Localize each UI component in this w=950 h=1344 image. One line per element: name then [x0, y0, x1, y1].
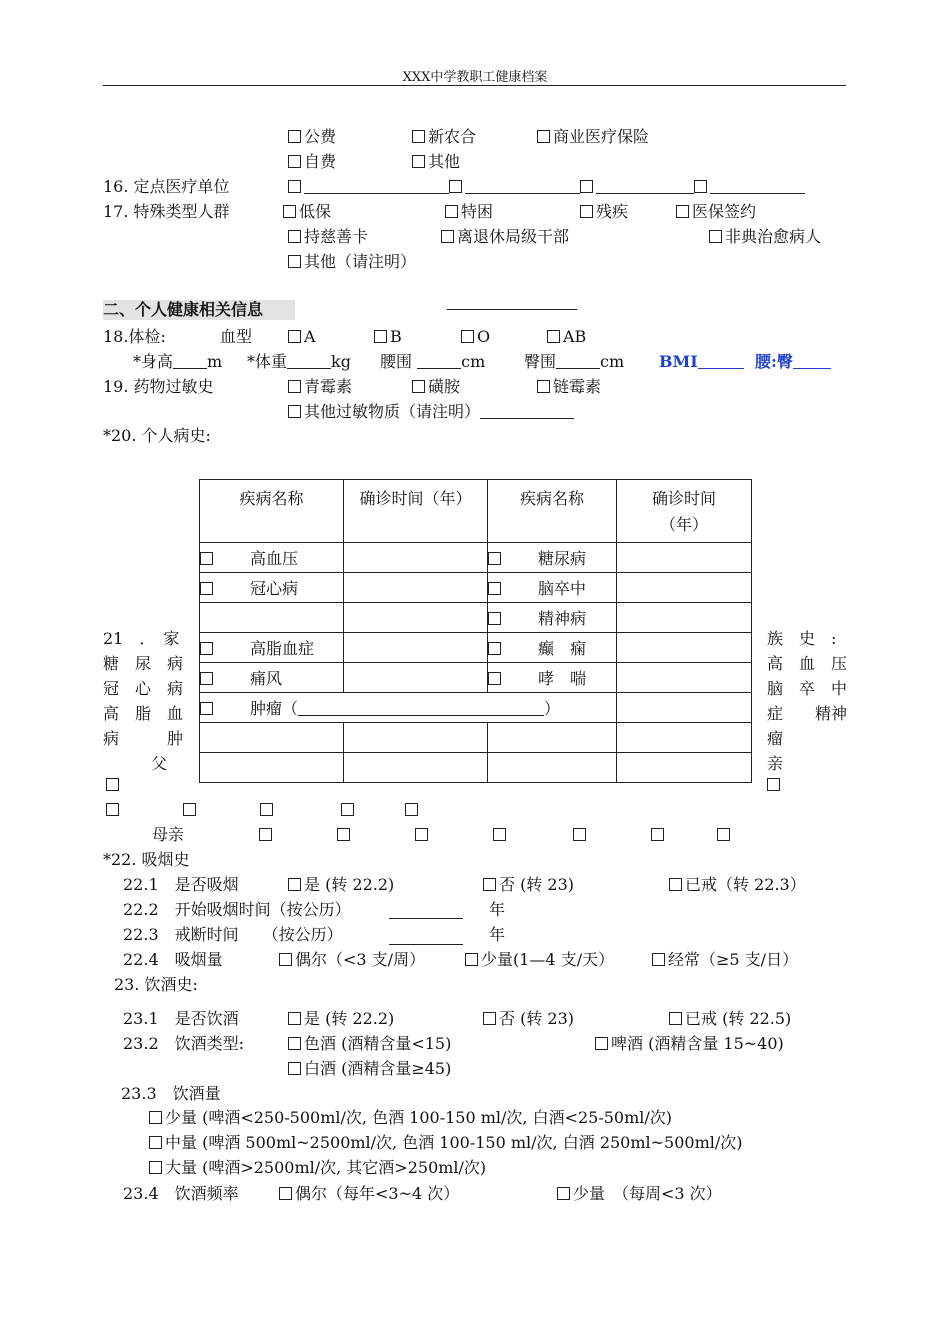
option-label: 经常（≥5 支/日）	[668, 950, 799, 969]
checkbox[interactable]	[412, 155, 425, 168]
drink-quit[interactable]	[669, 1009, 791, 1029]
option-label: 否 (转 23)	[499, 1009, 575, 1028]
empty-cell[interactable]	[344, 723, 488, 753]
checkbox[interactable]	[488, 582, 501, 595]
checkbox[interactable]	[412, 380, 425, 393]
paren-close: ）	[544, 699, 561, 718]
mother-checkbox-row[interactable]	[259, 825, 733, 845]
checkbox[interactable]	[669, 878, 682, 891]
checkbox[interactable]	[488, 672, 501, 685]
option-label: 其他（请注明）	[304, 252, 417, 271]
option-label: 色酒 (酒精含量<15)	[304, 1034, 452, 1053]
checkbox[interactable]	[341, 803, 354, 816]
ratio-input[interactable]	[793, 353, 831, 369]
checkbox[interactable]	[279, 1187, 292, 1200]
year-cell[interactable]	[617, 693, 752, 723]
empty-cell[interactable]	[200, 753, 344, 783]
checkbox[interactable]	[149, 1111, 162, 1124]
header-text: 确诊时间	[651, 489, 716, 508]
page-header: XXX中学教职工健康档案	[402, 70, 548, 85]
checkbox[interactable]	[288, 878, 301, 891]
bmi-field[interactable]	[659, 352, 744, 372]
height-input[interactable]	[173, 353, 207, 369]
drink-beer[interactable]	[595, 1034, 784, 1054]
text-line: 父	[151, 754, 168, 773]
blood-b[interactable]	[374, 327, 402, 347]
option-label: 偶尔（每年<3~4 次）	[295, 1184, 460, 1203]
option-label: 偶尔（<3 支/周）	[295, 950, 426, 969]
checkbox[interactable]	[488, 552, 501, 565]
year-cell[interactable]	[344, 573, 488, 603]
checkbox[interactable]	[652, 953, 665, 966]
amount-medium[interactable]	[149, 1133, 743, 1153]
checkbox[interactable]	[441, 230, 454, 243]
checkbox[interactable]	[415, 828, 428, 841]
checkbox[interactable]	[709, 230, 722, 243]
year-label: 年	[489, 925, 506, 944]
option-commercial[interactable]	[537, 127, 649, 147]
option-label: 链霉素	[553, 377, 602, 396]
option-label: 医保签约	[692, 202, 757, 221]
disease-diabetes[interactable]	[488, 543, 617, 573]
blood-o[interactable]	[461, 327, 490, 347]
header-disease-2: 疾病名称	[488, 480, 617, 543]
option-label: 特困	[461, 202, 494, 221]
disease-asthma[interactable]	[488, 663, 617, 693]
option-label: 残疾	[596, 202, 629, 221]
disease-name: 高血压	[250, 549, 299, 568]
checkbox[interactable]	[449, 180, 462, 193]
checkbox[interactable]	[445, 205, 458, 218]
checkbox[interactable]	[412, 130, 425, 143]
smoke-quit-input[interactable]	[389, 928, 463, 945]
checkbox[interactable]	[493, 828, 506, 841]
waist-label: 腰围	[380, 352, 413, 371]
checkbox[interactable]	[580, 205, 593, 218]
checkbox[interactable]	[288, 180, 301, 193]
q22-label: *22. 吸烟史	[103, 850, 190, 869]
unit-field-2[interactable]	[465, 178, 580, 194]
blood-a[interactable]	[288, 327, 316, 347]
option-label: AB	[563, 327, 587, 346]
hip-label: 臀围	[524, 352, 557, 371]
checkbox[interactable]	[595, 1037, 608, 1050]
checkbox[interactable]	[183, 803, 196, 816]
waist-input[interactable]	[417, 353, 461, 369]
smoke-start-input[interactable]	[389, 903, 463, 919]
smoke-no[interactable]	[483, 875, 574, 895]
option-label: 公费	[304, 127, 337, 146]
disease-name: 肿瘤（	[250, 699, 299, 718]
disease-name: 高脂血症	[250, 639, 315, 658]
option-insurance-signed[interactable]	[676, 202, 756, 222]
checkbox[interactable]	[149, 1136, 162, 1149]
q16-fields[interactable]	[288, 177, 805, 197]
mother-label: 母亲	[152, 825, 185, 844]
empty-cell[interactable]	[344, 753, 488, 783]
unit-field-1[interactable]	[304, 178, 449, 194]
year-cell[interactable]	[617, 573, 752, 603]
header-diagnosis-year: 确诊时间（年）	[344, 480, 488, 543]
checkbox[interactable]	[288, 405, 301, 418]
hip-field[interactable]	[524, 352, 624, 372]
empty-cell[interactable]	[617, 753, 752, 783]
disease-hypertension[interactable]	[200, 543, 344, 573]
disease-chd[interactable]	[200, 573, 344, 603]
option-label: B	[390, 327, 402, 346]
freq-light[interactable]	[557, 1184, 722, 1204]
table-header-row	[200, 480, 752, 543]
q23-3-label: 23.3 饮酒量	[121, 1084, 221, 1103]
weight-field[interactable]	[247, 352, 351, 372]
checkbox[interactable]	[200, 642, 213, 655]
checkbox[interactable]	[669, 1012, 682, 1025]
q23-2-label: 23.2 饮酒类型:	[123, 1034, 245, 1053]
table-row	[200, 753, 752, 783]
checkbox[interactable]	[547, 330, 560, 343]
checkbox[interactable]	[288, 1012, 301, 1025]
option-label: 白酒 (酒精含量≥45)	[304, 1059, 452, 1078]
drink-liquor[interactable]	[288, 1059, 451, 1079]
unit-cm: cm	[600, 352, 625, 371]
checkbox[interactable]	[106, 803, 119, 816]
option-label: 其他过敏物质（请注明）	[304, 402, 481, 421]
empty-cell[interactable]	[200, 603, 344, 633]
table-row	[200, 633, 752, 663]
checkbox[interactable]	[288, 130, 301, 143]
option-label: 磺胺	[428, 377, 461, 396]
blood-type-label: 血型	[220, 327, 253, 346]
text-line: 亲	[767, 754, 784, 773]
bmi-label: BMI	[659, 352, 698, 371]
year-cell[interactable]	[617, 633, 752, 663]
text-line: 瘤	[767, 729, 784, 748]
checkbox[interactable]	[374, 330, 387, 343]
checkbox[interactable]	[405, 803, 418, 816]
option-label: A	[304, 327, 316, 346]
checkbox[interactable]	[465, 953, 478, 966]
q22-2-label: 22.2 开始吸烟时间（按公历）	[123, 900, 351, 919]
table-row	[200, 663, 752, 693]
year-label: 年	[489, 900, 506, 919]
smoke-frequent[interactable]	[652, 950, 798, 970]
unit-cm: cm	[461, 352, 486, 371]
checkbox[interactable]	[483, 878, 496, 891]
text-line: 脑 卒 中	[767, 679, 848, 698]
option-charity-card[interactable]	[288, 227, 368, 247]
table-row	[200, 723, 752, 753]
year-cell[interactable]	[617, 543, 752, 573]
option-label: 少量 (啤酒<250-500ml/次, 色酒 100-150 ml/次, 白酒<25-50ml/次)	[165, 1108, 673, 1127]
checkbox[interactable]	[676, 205, 689, 218]
checkbox[interactable]	[488, 642, 501, 655]
amount-large[interactable]	[149, 1158, 486, 1178]
option-label: 青霉素	[304, 377, 353, 396]
section-title: 二、个人健康相关信息	[103, 300, 295, 320]
option-selfpay[interactable]	[288, 152, 336, 172]
text-line: 冠 心 病	[103, 679, 184, 698]
year-cell[interactable]	[617, 603, 752, 633]
unit-kg: kg	[331, 352, 351, 371]
year-cell[interactable]	[344, 603, 488, 633]
year-cell[interactable]	[617, 663, 752, 693]
checkbox[interactable]	[288, 1062, 301, 1075]
option-label: 啤酒 (酒精含量 15~40)	[611, 1034, 784, 1053]
option-label: 离退休局级干部	[457, 227, 570, 246]
empty-cell[interactable]	[488, 723, 617, 753]
checkbox[interactable]	[149, 1161, 162, 1174]
empty-cell[interactable]	[617, 723, 752, 753]
height-field[interactable]	[133, 352, 222, 372]
q18-label: 18.体检:	[103, 327, 166, 346]
checkbox[interactable]	[580, 180, 593, 193]
option-label: 低保	[299, 202, 332, 221]
disease-name: 精神病	[538, 609, 587, 628]
disease-name: 冠心病	[250, 579, 299, 598]
checkbox[interactable]	[767, 778, 780, 791]
header-rule	[103, 85, 846, 86]
section-rule	[447, 293, 577, 310]
height-label: *身高	[133, 352, 174, 371]
q23-1-label: 23.1 是否饮酒	[123, 1009, 239, 1028]
checkbox[interactable]	[200, 552, 213, 565]
option-other[interactable]	[412, 152, 460, 172]
text-line: 族 史 :	[767, 629, 837, 648]
table-row	[200, 573, 752, 603]
option-label: 否 (转 23)	[499, 875, 575, 894]
blood-ab[interactable]	[547, 327, 586, 347]
header-diagnosis-year-2	[617, 480, 752, 543]
father-checkbox-2[interactable]	[767, 775, 783, 795]
option-label: 少量 （每周<3 次）	[573, 1184, 722, 1203]
checkbox[interactable]	[200, 582, 213, 595]
weight-label: *体重	[247, 352, 288, 371]
allergy-penicillin[interactable]	[288, 377, 352, 397]
checkbox[interactable]	[283, 205, 296, 218]
hip-input[interactable]	[556, 353, 600, 369]
checkbox[interactable]	[288, 255, 301, 268]
allergy-other-input[interactable]	[480, 403, 574, 419]
checkbox[interactable]	[260, 803, 273, 816]
checkbox[interactable]	[200, 702, 213, 715]
freq-occasional[interactable]	[279, 1184, 459, 1204]
smoke-yes[interactable]	[288, 875, 394, 895]
q22-3-label: 22.3 戒断时间 （按公历）	[123, 925, 343, 944]
q21-right-text	[767, 626, 847, 776]
checkbox[interactable]	[259, 828, 272, 841]
disease-mental[interactable]	[488, 603, 617, 633]
q19-label: 19. 药物过敏史	[103, 377, 214, 396]
option-label: 是 (转 22.2)	[304, 1009, 395, 1028]
option-label: 非典治愈病人	[725, 227, 822, 246]
disease-name: 哮 喘	[538, 669, 587, 688]
allergy-other[interactable]	[288, 402, 574, 422]
year-cell[interactable]	[344, 543, 488, 573]
year-cell[interactable]	[344, 633, 488, 663]
amount-small[interactable]	[149, 1108, 672, 1128]
empty-cell[interactable]	[488, 753, 617, 783]
option-sars-recovered[interactable]	[709, 227, 821, 247]
header-text: （年）	[659, 515, 708, 534]
unit-field-3[interactable]	[596, 178, 694, 194]
option-label: O	[477, 327, 491, 346]
option-label: 持慈善卡	[304, 227, 369, 246]
smoke-occasional[interactable]	[279, 950, 425, 970]
checkbox[interactable]	[288, 230, 301, 243]
year-cell[interactable]	[344, 663, 488, 693]
option-label: 其他	[428, 152, 461, 171]
checkbox[interactable]	[288, 155, 301, 168]
option-label: 已戒 (转 22.5)	[685, 1009, 792, 1028]
option-label: 商业医疗保险	[553, 127, 650, 146]
empty-cell[interactable]	[200, 723, 344, 753]
q17-label: 17. 特殊类型人群	[103, 202, 230, 221]
checkbox[interactable]	[288, 1037, 301, 1050]
checkbox[interactable]	[651, 828, 664, 841]
father-checkbox-1[interactable]	[106, 775, 122, 795]
ratio-label: 腰:臀	[755, 352, 793, 371]
q21-left-text	[103, 626, 183, 776]
text-line: 高 血 压	[767, 654, 848, 673]
unit-m: m	[207, 352, 223, 371]
checkbox[interactable]	[537, 380, 550, 393]
option-disabled[interactable]	[580, 202, 628, 222]
father-checkbox-row[interactable]	[106, 800, 421, 820]
text-line: 糖 尿 病	[103, 654, 184, 673]
checkbox[interactable]	[279, 953, 292, 966]
allergy-sulfa[interactable]	[412, 377, 460, 397]
smoke-quit[interactable]	[669, 875, 806, 895]
option-ncms[interactable]	[412, 127, 476, 147]
drink-wine[interactable]	[288, 1034, 451, 1054]
drink-no[interactable]	[483, 1009, 574, 1029]
q20-label: *20. 个人病史:	[103, 426, 211, 445]
checkbox[interactable]	[288, 330, 301, 343]
header-disease: 疾病名称	[200, 480, 344, 543]
bmi-input[interactable]	[698, 353, 744, 369]
waist-field[interactable]	[380, 352, 485, 372]
text-line: 高 脂 血	[103, 704, 184, 723]
unit-field-4[interactable]	[710, 178, 805, 194]
checkbox[interactable]	[461, 330, 474, 343]
checkbox[interactable]	[488, 612, 501, 625]
checkbox[interactable]	[573, 828, 586, 841]
text-line: 病 肿	[103, 729, 184, 748]
checkbox[interactable]	[537, 130, 550, 143]
allergy-streptomycin[interactable]	[537, 377, 601, 397]
option-label: 是 (转 22.2)	[304, 875, 395, 894]
option-other-specify[interactable]	[288, 252, 416, 272]
disease-name: 痛风	[250, 669, 283, 688]
checkbox[interactable]	[483, 1012, 496, 1025]
tumor-type-input[interactable]	[298, 700, 544, 716]
q23-label: 23. 饮酒史:	[114, 975, 198, 994]
checkbox[interactable]	[106, 778, 119, 791]
medical-history-table	[199, 479, 752, 783]
table-row	[200, 693, 752, 723]
checkbox[interactable]	[200, 672, 213, 685]
checkbox[interactable]	[557, 1187, 570, 1200]
disease-name: 脑卒中	[538, 579, 587, 598]
q22-4-label: 22.4 吸烟量	[123, 950, 223, 969]
weight-input[interactable]	[287, 353, 331, 369]
q23-4-label: 23.4 饮酒频率	[123, 1184, 239, 1203]
q22-1-label: 22.1 是否吸烟	[123, 875, 239, 894]
checkbox[interactable]	[717, 828, 730, 841]
q16-label: 16. 定点医疗单位	[103, 177, 230, 196]
option-label: 少量(1—4 支/天）	[481, 950, 615, 969]
option-label: 已戒（转 22.3）	[685, 875, 806, 894]
disease-name: 癫 痫	[538, 639, 587, 658]
disease-hyperlipidemia[interactable]	[200, 633, 344, 663]
option-label: 中量 (啤酒 500ml~2500ml/次, 色酒 100-150 ml/次, 白酒 250ml~500ml/次)	[165, 1133, 743, 1152]
checkbox[interactable]	[694, 180, 707, 193]
checkbox[interactable]	[288, 380, 301, 393]
disease-gout[interactable]	[200, 663, 344, 693]
waist-hip-ratio-field[interactable]	[755, 352, 831, 372]
drink-yes[interactable]	[288, 1009, 394, 1029]
table-row	[200, 543, 752, 573]
checkbox[interactable]	[337, 828, 350, 841]
option-retired-cadre[interactable]	[441, 227, 569, 247]
text-line: 症 精神	[767, 704, 848, 723]
disease-name: 糖尿病	[538, 549, 587, 568]
text-line: 21 ． 家	[103, 629, 180, 648]
option-label: 新农合	[428, 127, 477, 146]
option-label: 大量 (啤酒>2500ml/次, 其它酒>250ml/次)	[165, 1158, 487, 1177]
table-row	[200, 603, 752, 633]
disease-epilepsy[interactable]	[488, 633, 617, 663]
smoke-light[interactable]	[465, 950, 614, 970]
option-public[interactable]	[288, 127, 336, 147]
disease-tumor[interactable]	[200, 693, 617, 723]
option-label: 自费	[304, 152, 337, 171]
disease-stroke[interactable]	[488, 573, 617, 603]
option-dibao[interactable]	[283, 202, 331, 222]
option-tekun[interactable]	[445, 202, 493, 222]
